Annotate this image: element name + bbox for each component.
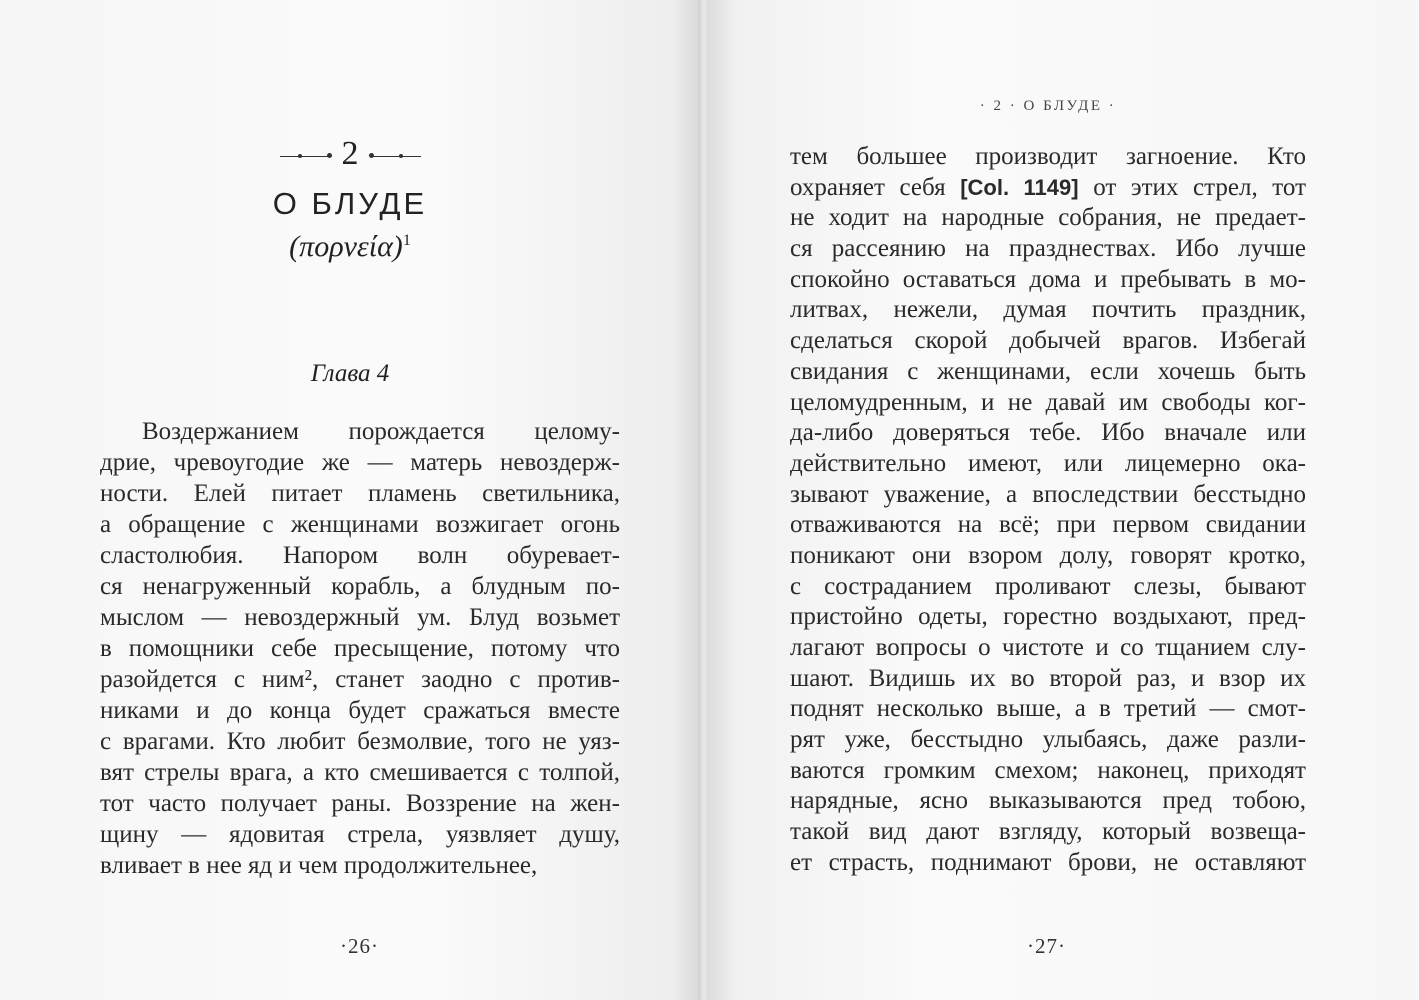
text-line: тем большее производит загноение. Кто <box>790 143 1306 170</box>
chapter-greek-title <box>0 230 700 264</box>
text-line: да-либо доверяться тебе. Ибо вначале или <box>790 419 1306 447</box>
left-body-text <box>100 416 620 881</box>
text-line: Воздержанием порождается целому- <box>142 418 620 445</box>
text-fragment: охраняет себя <box>790 173 961 201</box>
text-line: спокойно оставаться дома и пребывать в мо- <box>790 265 1306 293</box>
text-line: целомудренным, и не давай им свободы ког- <box>790 388 1306 416</box>
text-line: ся ненагруженный корабль, а блудным по- <box>100 573 620 600</box>
text-line: нарядные, ясно выказываются пред тобою, <box>790 787 1306 815</box>
text-line: ет страсть, поднимают брови, не оставляют <box>790 848 1306 876</box>
column-marker: [Col. 1149] <box>960 174 1079 200</box>
text-line: ности. Елей питает пламень светильника, <box>100 480 620 507</box>
text-line: действительно имеют, или лицемерно ока- <box>790 449 1306 477</box>
page-number-right: ·27· <box>1027 934 1066 958</box>
text-line: а обращение с женщинами возжигает огонь <box>100 511 620 538</box>
text-line: не ходит на народные собрания, не предает- <box>790 204 1306 232</box>
text-line: в помощники себе пресыщение, потому что <box>100 635 620 662</box>
text-line: ваются громким смехом; наконец, приходят <box>790 756 1306 784</box>
text-line: с состраданием проливают слезы, бывают <box>790 572 1306 600</box>
text-line: сластолюбия. Напором волн обуревает- <box>100 542 620 569</box>
text-line: тот часто получает раны. Воззрение на жен- <box>100 790 620 817</box>
text-line: никами и до конца будет сражаться вместе <box>100 697 620 724</box>
text-line: лагают вопросы о чистоте и со тщанием слу- <box>790 634 1306 661</box>
text-line: вливает в нее яд и чем продолжительнее, <box>100 852 538 879</box>
text-line-with-column-mark <box>790 173 1306 204</box>
chapter-number: 2 <box>341 135 359 172</box>
running-head: · 2 · О БЛУДЕ · <box>979 98 1117 114</box>
text-line: мыслом — невоздержный ум. Блуд возьмет <box>100 604 620 631</box>
footnote-ref: 1 <box>402 232 411 249</box>
text-line: рят уже, бесстыдно улыбаясь, даже разли- <box>790 726 1306 754</box>
text-line: такой вид дают взгляду, который возвеща- <box>790 818 1306 846</box>
text-line: разойдется с ним², станет заодно с против- <box>100 666 620 693</box>
text-line: щину — ядовитая стрела, уязвляет душу, <box>100 821 620 848</box>
text-line: поднят несколько выше, а в третий — смот- <box>790 695 1306 723</box>
text-line: свидания с женщинами, если хочешь быть <box>790 357 1306 385</box>
text-line: дрие, чревоугодие же — матерь невоздерж- <box>100 449 620 476</box>
text-line: отваживаются на всё; при первом свидании <box>790 511 1306 539</box>
text-line: вят стрелы врага, а кто смешивается с толпой, <box>100 759 620 786</box>
chapter-number-row <box>0 134 700 174</box>
chapter-title: О БЛУДЕ <box>272 186 428 221</box>
page-number-left: ·26· <box>340 934 379 958</box>
text-line: ся рассеянию на празднествах. Ибо лучше <box>790 235 1306 263</box>
ornament-rule-right <box>371 156 421 157</box>
section-heading: Глава 4 <box>310 360 390 387</box>
text-fragment: от этих стрел, тот <box>1078 173 1306 201</box>
text-line: сделаться скорой добычей врагов. Избегай <box>790 327 1306 355</box>
text-line: шают. Видишь их во второй раз, и взор их <box>790 664 1306 692</box>
text-line: поникают они взором долу, говорят кротко, <box>790 541 1306 569</box>
text-line: с врагами. Кто любит безмолвие, того не уяз- <box>100 728 620 755</box>
left-page <box>0 0 700 1000</box>
text-line: литвах, нежели, думая почтить праздник, <box>790 296 1306 324</box>
right-body-text <box>790 142 1306 879</box>
greek-word: (πορνεία) <box>289 230 403 263</box>
ornament-rule-left <box>280 156 330 157</box>
text-line: зывают уважение, а впоследствии бесстыдно <box>790 480 1306 508</box>
text-line: пристойно одеты, горестно воздыхают, пред- <box>790 603 1306 631</box>
